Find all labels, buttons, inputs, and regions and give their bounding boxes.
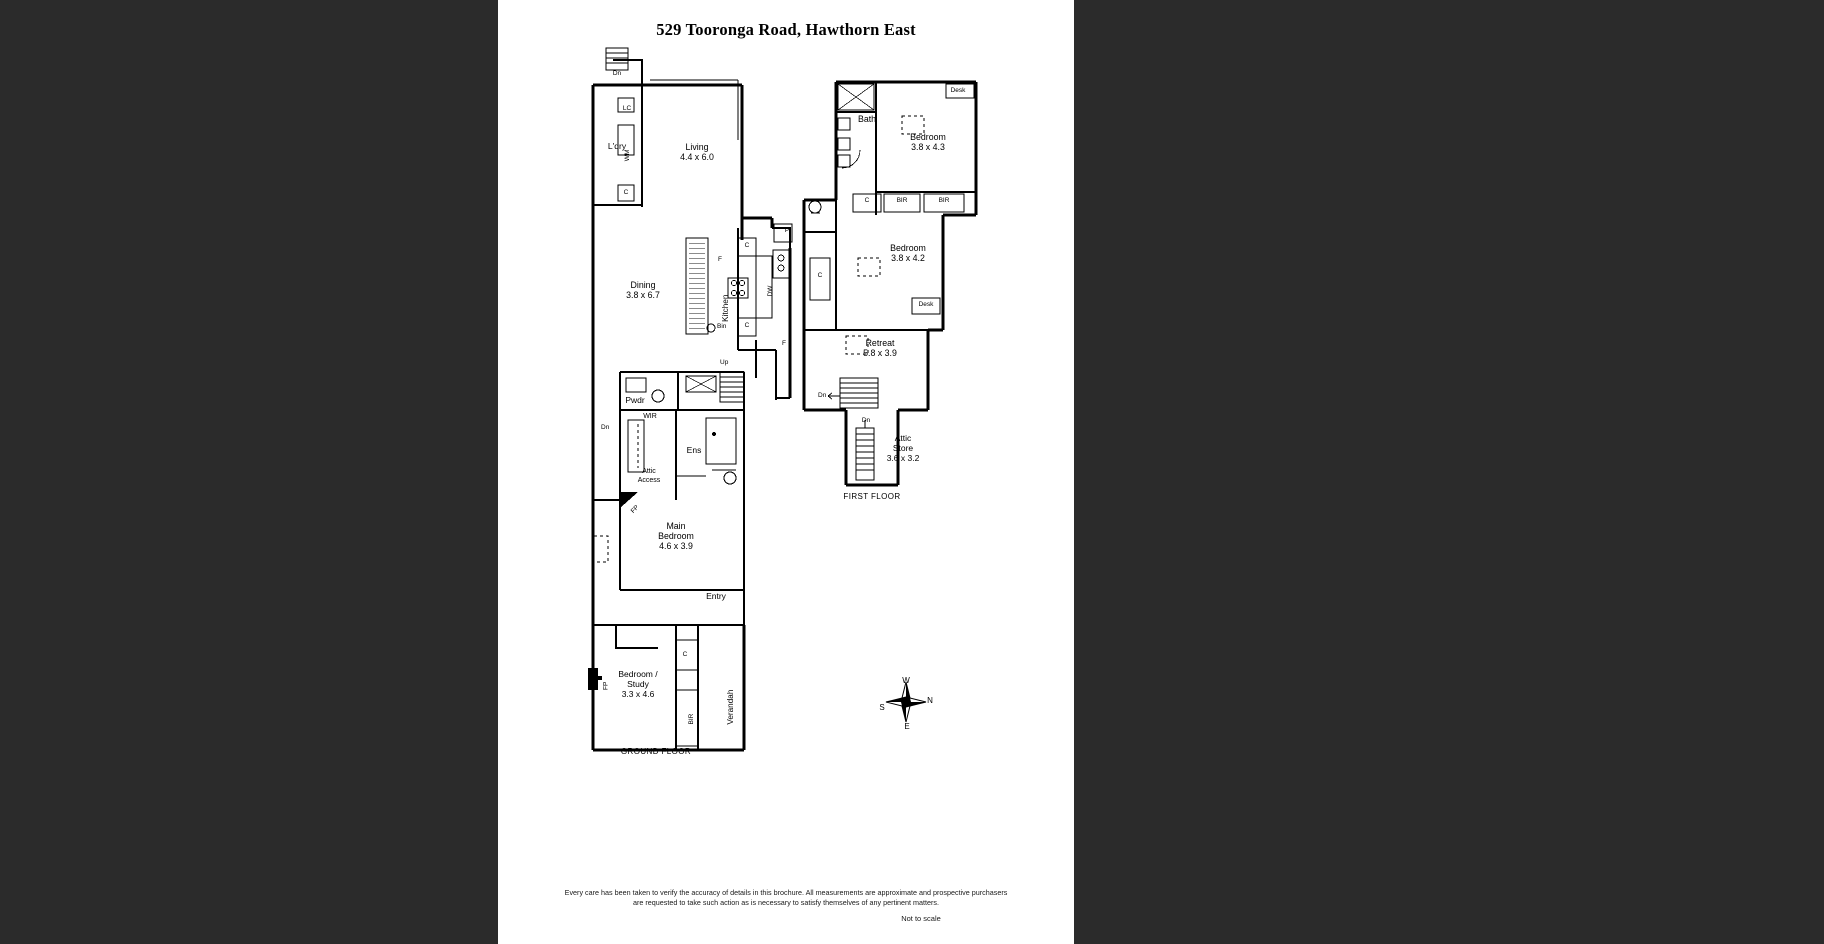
label-dn-retreat: Dn: [818, 392, 827, 399]
room-bedroom1-dims: 3.8 x 4.3: [911, 142, 945, 152]
room-bedroom2-name: Bedroom: [890, 243, 926, 253]
label-ldry-cupboard: C: [623, 189, 629, 196]
room-attic-access-name: Attic: [642, 468, 656, 475]
room-attic-store-line2: Store: [892, 443, 914, 453]
label-bir-2: BIR: [938, 197, 950, 204]
label-fp-study: FP: [602, 681, 610, 690]
floorplan-drawing: [498, 0, 1074, 944]
not-to-scale-note: Not to scale: [901, 914, 941, 923]
label-wm: WM: [624, 149, 632, 162]
label-desk-2: Desk: [918, 301, 934, 308]
label-f-upper: F: [718, 256, 722, 263]
label-f-lower: F: [782, 340, 786, 347]
room-retreat-name: Retreat: [865, 338, 895, 348]
room-study-dims: 3.3 x 4.6: [621, 689, 655, 699]
disclaimer: [498, 888, 1074, 907]
label-desk-1: Desk: [950, 87, 966, 94]
compass-label-w: W: [902, 676, 910, 685]
label-c-kitchen-top: C: [744, 242, 750, 249]
disclaimer-line-1: Every care has been taken to verify the accuracy of details in this brochure. All measurements are approximate and prospective purchasers: [564, 888, 1008, 897]
room-main-bedroom-line1: Main: [666, 521, 686, 531]
label-dw: DW: [766, 285, 774, 297]
label-c-kitchen-bottom: C: [744, 322, 750, 329]
room-bath: Bath: [857, 114, 877, 124]
room-bedroom2-dims: 3.8 x 4.2: [891, 253, 925, 263]
floorplan-sheet: [498, 0, 1074, 944]
room-bedroom1-name: Bedroom: [910, 132, 946, 142]
label-p: P: [784, 227, 790, 234]
compass-label-n: N: [927, 696, 933, 705]
label-dn-attic: Dn: [861, 417, 871, 424]
room-kitchen: Kitchen: [721, 294, 731, 322]
label-bir-1: BIR: [896, 197, 908, 204]
room-ens: Ens: [686, 445, 702, 455]
room-living-dims: 4.4 x 6.0: [680, 152, 714, 162]
room-retreat-dims: 5.8 x 3.9: [863, 348, 897, 358]
label-fp-main: FP: [629, 504, 641, 515]
label-bir-study: BIR: [687, 713, 695, 725]
label-ground-dn-top: Dn: [612, 70, 622, 77]
room-dining-dims: 3.8 x 6.7: [626, 290, 660, 300]
room-wir: WIR: [643, 413, 657, 420]
room-dining-name: Dining: [630, 280, 656, 290]
room-attic-access-sub: Access: [637, 477, 661, 484]
label-up: Up: [720, 359, 729, 366]
room-verandah: Verandah: [725, 689, 735, 725]
room-ldry: L'dry: [607, 141, 627, 151]
room-study-line2: Study: [627, 679, 649, 689]
room-main-bedroom-line2: Bedroom: [658, 531, 694, 541]
label-c-first: C: [864, 197, 870, 204]
label-c-hall: C: [817, 272, 823, 279]
room-attic-store-dims: 3.6 x 3.2: [886, 453, 920, 463]
page-title: 529 Tooronga Road, Hawthorn East: [656, 20, 916, 39]
room-main-bedroom-dims: 4.6 x 3.9: [659, 541, 693, 551]
room-attic-store-line1: Attic: [894, 433, 912, 443]
floor-label-ground: GROUND FLOOR: [620, 747, 692, 756]
label-lc: LC: [622, 105, 632, 112]
label-bin: Bin: [717, 323, 727, 330]
label-dn-ground: Dn: [601, 424, 610, 431]
compass-label-s: S: [879, 703, 885, 712]
compass-label-e: E: [904, 722, 910, 731]
label-c-study: C: [682, 651, 688, 658]
room-entry: Entry: [706, 591, 726, 601]
disclaimer-line-2: are requested to take such action as is necessary to satisfy themselves of any pertinent matters.: [632, 897, 940, 907]
room-pwdr: Pwdr: [625, 395, 645, 405]
floor-label-first: FIRST FLOOR: [843, 492, 901, 501]
room-living-name: Living: [685, 142, 709, 152]
room-study-line1: Bedroom /: [618, 669, 658, 679]
